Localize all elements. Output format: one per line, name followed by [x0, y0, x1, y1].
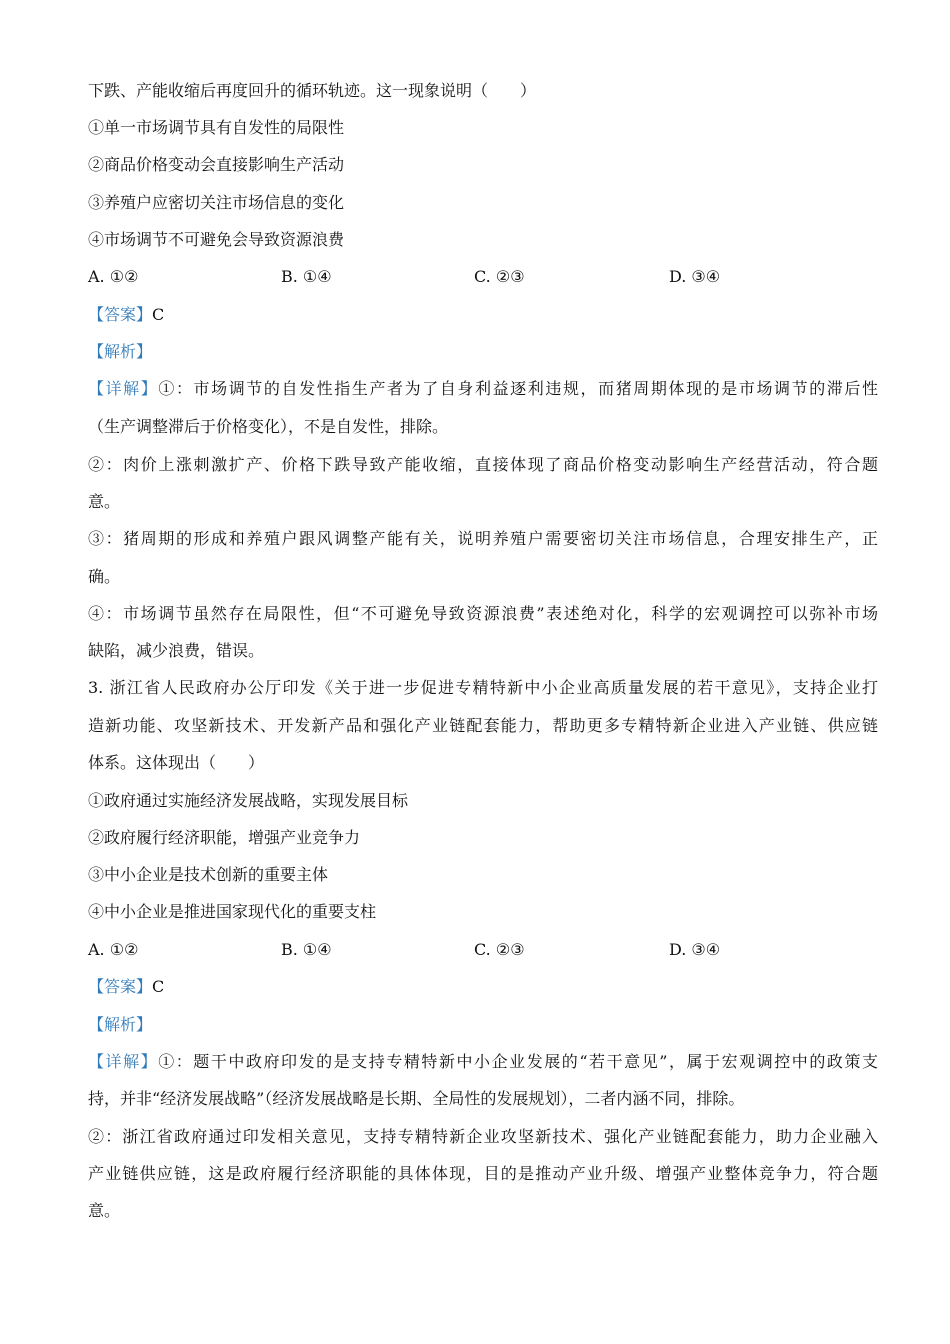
analysis-heading — [88, 341, 878, 363]
option-b: B. ①④ — [281, 267, 332, 286]
detail-line: ④：市场调节虽然存在局限性，但“不可避免导致资源浪费”表述绝对化，科学的宏观调控可以弥补市场 — [88, 604, 878, 623]
analysis-tag: 【解析】 — [88, 1015, 153, 1034]
option-d: D. ③④ — [669, 267, 721, 286]
option-c: C. ②③ — [474, 267, 525, 286]
answer-value: C — [152, 305, 165, 324]
detail-tag: 【详解】 — [88, 1052, 159, 1071]
option-a: A. ①② — [88, 267, 139, 286]
answer-line — [88, 304, 878, 326]
option-d: D. ③④ — [669, 940, 721, 959]
answer-tag: 【答案】 — [88, 305, 153, 324]
detail-line: 持，并非“经济发展战略”（经济发展战略是长期、全局性的发展规划），二者内涵不同，排除。 — [88, 1089, 745, 1108]
answer-line — [88, 976, 878, 998]
detail-text: ①：市场调节的自发性指生产者为了自身利益逐利违规，而猪周期体现的是市场调节的滞后性 — [158, 379, 878, 398]
detail-line — [88, 378, 878, 400]
question-stem-line: 下跌、产能收缩后再度回升的循环轨迹。这一现象说明（ ） — [88, 81, 537, 100]
detail-text: ①：题干中政府印发的是支持专精特新中小企业发展的“若干意见”，属于宏观调控中的政策支 — [158, 1052, 878, 1071]
detail-line: ②：肉价上涨刺激扩产、价格下跌导致产能收缩，直接体现了商品价格变动影响生产经营活动，符合题 — [88, 455, 878, 474]
statement-item-1: ①政府通过实施经济发展战略，实现发展目标 — [88, 791, 409, 810]
question-stem-line: 造新功能、攻坚新技术、开发新产品和强化产业链配套能力，帮助更多专精特新企业进入产业链、供应链 — [88, 716, 878, 735]
answer-value: C — [152, 977, 165, 996]
statement-item-2: ②政府履行经济职能，增强产业竞争力 — [88, 828, 361, 847]
statement-item-4: ④中小企业是推进国家现代化的重要支柱 — [88, 902, 377, 921]
detail-line: 产业链供应链，这是政府履行经济职能的具体体现，目的是推动产业升级、增强产业整体竞争力，符合题 — [88, 1164, 878, 1183]
analysis-tag: 【解析】 — [88, 342, 153, 361]
detail-line: ②：浙江省政府通过印发相关意见，支持专精特新企业攻坚新技术、强化产业链配套能力，助力企业融入 — [88, 1127, 878, 1146]
detail-line — [88, 1051, 878, 1073]
answer-tag: 【答案】 — [88, 977, 153, 996]
detail-line: （生产调整滞后于价格变化），不是自发性，排除。 — [88, 417, 449, 436]
question-stem-line: 3. 浙江省人民政府办公厅印发《关于进一步促进专精特新中小企业高质量发展的若干意见》，支持企业打 — [88, 678, 878, 697]
statement-item-4: ④市场调节不可避免会导致资源浪费 — [88, 230, 345, 249]
statement-item-1: ①单一市场调节具有自发性的局限性 — [88, 118, 345, 137]
question-stem-line: 体系。这体现出（ ） — [88, 753, 265, 772]
option-a: A. ①② — [88, 940, 139, 959]
statement-item-2: ②商品价格变动会直接影响生产活动 — [88, 155, 345, 174]
statement-item-3: ③中小企业是技术创新的重要主体 — [88, 865, 329, 884]
detail-line: ③：猪周期的形成和养殖户跟风调整产能有关，说明养殖户需要密切关注市场信息，合理安排生产，正 — [88, 529, 878, 548]
detail-line: 意。 — [88, 492, 121, 511]
detail-tag: 【详解】 — [88, 379, 159, 398]
detail-line: 确。 — [88, 567, 121, 586]
detail-line: 缺陷，减少浪费，错误。 — [88, 641, 265, 660]
statement-item-3: ③养殖户应密切关注市场信息的变化 — [88, 193, 345, 212]
analysis-heading — [88, 1014, 878, 1036]
option-c: C. ②③ — [474, 940, 525, 959]
detail-line: 意。 — [88, 1201, 121, 1220]
option-b: B. ①④ — [281, 940, 332, 959]
